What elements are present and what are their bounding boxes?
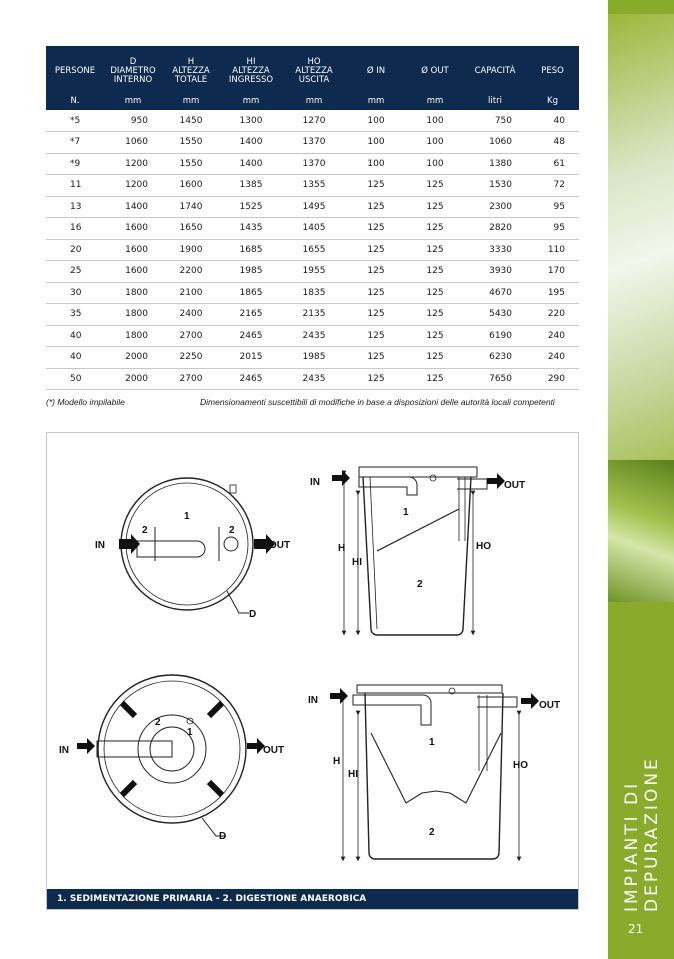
table-cell: 2820 xyxy=(464,218,526,240)
table-cell: 2000 xyxy=(104,347,162,369)
table-cell: 220 xyxy=(526,304,579,326)
table-cell: 1600 xyxy=(162,175,220,197)
table-cell: 1800 xyxy=(104,304,162,326)
label-in: IN xyxy=(95,540,105,551)
table-row xyxy=(46,218,579,240)
label-1: 1 xyxy=(184,511,190,522)
side-title: IMPIANTI DI DEPURAZIONE xyxy=(622,756,662,912)
header-cell: D DIAMETRO INTERNO xyxy=(104,46,162,92)
label-out-3: OUT xyxy=(263,745,285,756)
table-cell: 1300 xyxy=(220,110,282,132)
diagram-caption: 1. SEDIMENTAZIONE PRIMARIA - 2. DIGESTIONE ANAEROBICA xyxy=(47,889,578,909)
label-2d: 2 xyxy=(155,717,161,728)
table-cell: 100 xyxy=(346,110,406,132)
table-cell: 6190 xyxy=(464,325,526,347)
table-cell: 110 xyxy=(526,239,579,261)
table-cell: 240 xyxy=(526,347,579,369)
table-cell: 125 xyxy=(346,196,406,218)
table-cell: 125 xyxy=(406,239,464,261)
table-cell: 125 xyxy=(346,304,406,326)
table-cell: 1865 xyxy=(220,282,282,304)
table-cell: 1600 xyxy=(104,239,162,261)
table-cell: 125 xyxy=(406,304,464,326)
unit-cell: mm xyxy=(282,92,346,110)
label-2b: 2 xyxy=(229,525,235,536)
table-cell: 40 xyxy=(526,110,579,132)
table-cell: 2250 xyxy=(162,347,220,369)
table-cell: 3330 xyxy=(464,239,526,261)
table-cell: 100 xyxy=(406,153,464,175)
table-cell: 1985 xyxy=(220,261,282,283)
table-cell: 1685 xyxy=(220,239,282,261)
table-cell: 2200 xyxy=(162,261,220,283)
table-cell: 4670 xyxy=(464,282,526,304)
table-cell: 125 xyxy=(406,196,464,218)
table-cell: 11 xyxy=(46,175,104,197)
header-cell: H ALTEZZA TOTALE xyxy=(162,46,220,92)
table-cell: 72 xyxy=(526,175,579,197)
table-cell: 125 xyxy=(406,282,464,304)
table-cell: 1530 xyxy=(464,175,526,197)
table-cell: 1495 xyxy=(282,196,346,218)
table-cell: 16 xyxy=(46,218,104,240)
table-row xyxy=(46,239,579,261)
table-cell: 1200 xyxy=(104,175,162,197)
unit-cell: mm xyxy=(220,92,282,110)
table-cell: 1550 xyxy=(162,132,220,154)
table-cell: 35 xyxy=(46,304,104,326)
note-stackable: (*) Modello impilabile xyxy=(46,397,125,407)
table-cell: 1400 xyxy=(220,132,282,154)
table-cell: 1800 xyxy=(104,282,162,304)
unit-cell: Kg xyxy=(526,92,579,110)
table-cell: 100 xyxy=(406,132,464,154)
label-1d: 1 xyxy=(429,737,435,748)
table-cell: 6230 xyxy=(464,347,526,369)
label-out-2: OUT xyxy=(504,480,526,491)
table-cell: 125 xyxy=(346,347,406,369)
plan-view-bottom xyxy=(97,675,246,836)
table-cell: 1060 xyxy=(464,132,526,154)
table-cell: *7 xyxy=(46,132,104,154)
table-cell: 125 xyxy=(406,218,464,240)
label-in-3: IN xyxy=(59,745,69,756)
label-d-2: D xyxy=(219,831,227,842)
table-cell: 2165 xyxy=(220,304,282,326)
label-2e: 2 xyxy=(429,827,435,838)
table-cell: 195 xyxy=(526,282,579,304)
table-cell: *9 xyxy=(46,153,104,175)
table-cell: 290 xyxy=(526,368,579,390)
table-row xyxy=(46,325,579,347)
table-cell: 1380 xyxy=(464,153,526,175)
label-ho: HO xyxy=(476,541,491,552)
label-hi-2: HI xyxy=(348,769,358,780)
table-cell: 125 xyxy=(346,282,406,304)
table-row xyxy=(46,368,579,390)
table-cell: 125 xyxy=(346,325,406,347)
label-hi: HI xyxy=(352,557,362,568)
table-row xyxy=(46,110,579,132)
table-cell: 61 xyxy=(526,153,579,175)
table-cell: 125 xyxy=(406,347,464,369)
table-cell: 125 xyxy=(406,325,464,347)
table-cell: 1985 xyxy=(282,347,346,369)
table-cell: 13 xyxy=(46,196,104,218)
label-in-2: IN xyxy=(310,477,320,488)
table-row xyxy=(46,282,579,304)
table-cell: 1405 xyxy=(282,218,346,240)
header-cell: PERSONE xyxy=(46,46,104,92)
table-cell: 2000 xyxy=(104,368,162,390)
table-row xyxy=(46,175,579,197)
table-cell: 2465 xyxy=(220,325,282,347)
label-d: D xyxy=(249,609,257,620)
table-cell: 20 xyxy=(46,239,104,261)
label-ho-2: HO xyxy=(513,760,528,771)
table-cell: 2700 xyxy=(162,325,220,347)
table-cell: 1655 xyxy=(282,239,346,261)
table-cell: 1835 xyxy=(282,282,346,304)
label-h-2: H xyxy=(333,756,341,767)
unit-cell: N. xyxy=(46,92,104,110)
section-view-top xyxy=(344,467,487,635)
table-cell: 125 xyxy=(346,368,406,390)
label-1c: 1 xyxy=(187,727,193,738)
table-cell: 25 xyxy=(46,261,104,283)
table-cell: 1355 xyxy=(282,175,346,197)
table-cell: 240 xyxy=(526,325,579,347)
table-cell: 100 xyxy=(406,110,464,132)
table-cell: 1900 xyxy=(162,239,220,261)
leaf-photo-bottom xyxy=(608,460,674,602)
table-cell: 125 xyxy=(406,175,464,197)
table-cell: 50 xyxy=(46,368,104,390)
spec-table xyxy=(46,46,579,390)
label-1b: 1 xyxy=(403,507,409,518)
table-row xyxy=(46,153,579,175)
table-row xyxy=(46,347,579,369)
page-number: 21 xyxy=(628,922,644,936)
table-cell: 5430 xyxy=(464,304,526,326)
label-h: H xyxy=(338,543,346,554)
table-cell: 950 xyxy=(104,110,162,132)
table-row xyxy=(46,261,579,283)
table-cell: 2100 xyxy=(162,282,220,304)
table-cell: 1370 xyxy=(282,132,346,154)
table-cell: 2300 xyxy=(464,196,526,218)
table-cell: 1435 xyxy=(220,218,282,240)
table-cell: 125 xyxy=(346,261,406,283)
header-cell: PESO xyxy=(526,46,579,92)
unit-cell: mm xyxy=(162,92,220,110)
table-cell: 2400 xyxy=(162,304,220,326)
unit-cell: litri xyxy=(464,92,526,110)
diagram-panel xyxy=(46,432,579,910)
label-2a: 2 xyxy=(142,525,148,536)
table-cell: 1525 xyxy=(220,196,282,218)
table-cell: 1370 xyxy=(282,153,346,175)
table-row xyxy=(46,132,579,154)
table-cell: 2465 xyxy=(220,368,282,390)
leaf-photo-top xyxy=(608,14,674,460)
plan-view-top xyxy=(121,478,253,613)
table-cell: 125 xyxy=(406,261,464,283)
note-dimensions: Dimensionamenti suscettibili di modifiche in base a disposizioni delle autorità locali competenti xyxy=(200,397,555,407)
table-cell: 1385 xyxy=(220,175,282,197)
table-cell: 2435 xyxy=(282,325,346,347)
label-2c: 2 xyxy=(417,579,423,590)
table-cell: 750 xyxy=(464,110,526,132)
label-out: OUT xyxy=(269,540,291,551)
table-cell: 7650 xyxy=(464,368,526,390)
table-cell: 100 xyxy=(346,132,406,154)
table-cell: 1740 xyxy=(162,196,220,218)
table-cell: *5 xyxy=(46,110,104,132)
label-in-4: IN xyxy=(308,695,318,706)
table-cell: 1200 xyxy=(104,153,162,175)
table-cell: 1650 xyxy=(162,218,220,240)
unit-cell: mm xyxy=(346,92,406,110)
table-row xyxy=(46,196,579,218)
table-cell: 125 xyxy=(346,218,406,240)
header-cell: Ø OUT xyxy=(406,46,464,92)
table-cell: 40 xyxy=(46,347,104,369)
tank-diagrams xyxy=(47,433,578,889)
header-cell: CAPACITÀ xyxy=(464,46,526,92)
table-cell: 1800 xyxy=(104,325,162,347)
table-cell: 125 xyxy=(346,239,406,261)
header-cell: Ø IN xyxy=(346,46,406,92)
table-cell: 1450 xyxy=(162,110,220,132)
table-cell: 40 xyxy=(46,325,104,347)
table-cell: 2135 xyxy=(282,304,346,326)
table-cell: 30 xyxy=(46,282,104,304)
table-cell: 95 xyxy=(526,218,579,240)
label-out-4: OUT xyxy=(539,700,561,711)
table-cell: 1955 xyxy=(282,261,346,283)
table-cell: 125 xyxy=(406,368,464,390)
table-cell: 2435 xyxy=(282,368,346,390)
table-cell: 1600 xyxy=(104,218,162,240)
table-row xyxy=(46,304,579,326)
table-cell: 1600 xyxy=(104,261,162,283)
table-cell: 100 xyxy=(346,153,406,175)
header-cell: HI ALTEZZA INGRESSO xyxy=(220,46,282,92)
table-cell: 48 xyxy=(526,132,579,154)
table-cell: 2015 xyxy=(220,347,282,369)
unit-cell: mm xyxy=(406,92,464,110)
table-cell: 1400 xyxy=(220,153,282,175)
table-cell: 95 xyxy=(526,196,579,218)
table-cell: 2700 xyxy=(162,368,220,390)
table-cell: 125 xyxy=(346,175,406,197)
table-cell: 1060 xyxy=(104,132,162,154)
table-cell: 170 xyxy=(526,261,579,283)
table-cell: 1400 xyxy=(104,196,162,218)
unit-cell: mm xyxy=(104,92,162,110)
table-cell: 1550 xyxy=(162,153,220,175)
table-cell: 3930 xyxy=(464,261,526,283)
header-cell: HO ALTEZZA USCITA xyxy=(282,46,346,92)
table-cell: 1270 xyxy=(282,110,346,132)
